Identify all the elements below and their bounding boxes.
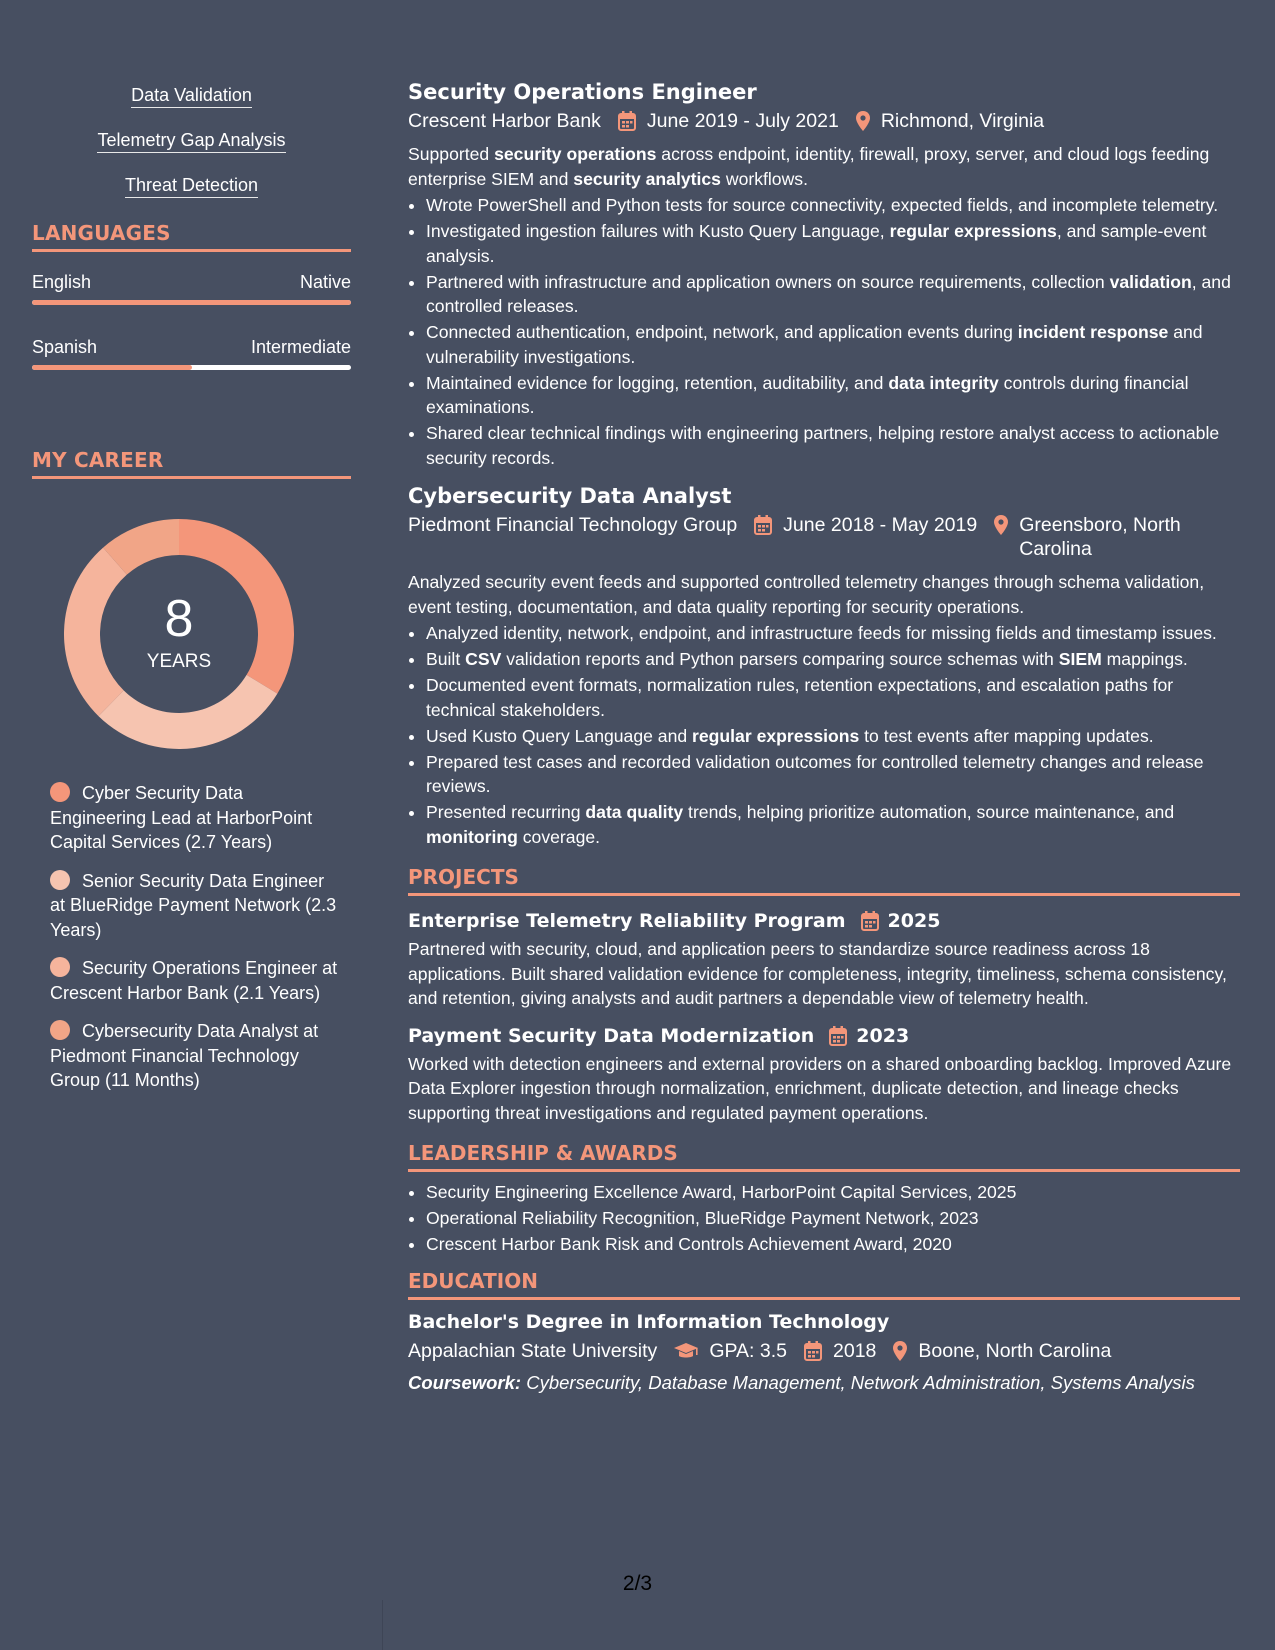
education-entry [408, 1308, 1240, 1395]
career-legend-item [50, 1019, 341, 1093]
calendar-icon [803, 1340, 823, 1362]
language-bar [32, 300, 351, 305]
career-legend-label: Cyber Security Data Engineering Lead at HarborPoint Capital Services (2.7 Years) [50, 783, 313, 852]
job-company-text: Crescent Harbor Bank [408, 110, 601, 132]
language-bar-fill [32, 300, 351, 305]
language-name: Spanish [32, 337, 98, 357]
coursework-label: Coursework: [408, 1371, 522, 1393]
career-legend-label: Cybersecurity Data Analyst at Piedmont Financial Technology Group (11 Months) [50, 1021, 319, 1090]
job-bullet: • Analyzed identity, network, endpoint, and infrastructure feeds for missing fields and timestamp issues. [426, 621, 1240, 646]
sidebar [32, 84, 351, 1107]
job-bullet: • Used Kusto Query Language and regular expressions to test events after mapping updates. [426, 724, 1240, 749]
job-company [408, 109, 601, 133]
map-pin-icon [993, 514, 1009, 536]
career-section [32, 448, 351, 1093]
project-entry [408, 908, 1240, 1011]
job-bullet: • Prepared test cases and recorded validation outcomes for controlled telemetry changes and release reviews. [426, 750, 1240, 799]
job-bullet: • Wrote PowerShell and Python tests for source connectivity, expected fields, and incomplete telemetry. [426, 193, 1240, 218]
job-summary: Analyzed security event feeds and supported controlled telemetry changes through schema validation, event testing, documentation, and data quality reporting for security operations. [408, 572, 1205, 617]
projects-heading: PROJECTS [408, 865, 1240, 896]
school-location [892, 1339, 1111, 1363]
column-divider [382, 1600, 383, 1650]
language-item [32, 270, 351, 305]
job-bullet: • Shared clear technical findings with engineering partners, helping restore analyst access to actionable security records. [426, 421, 1240, 470]
gpa-text: GPA: 3.5 [709, 1339, 787, 1362]
languages-heading: LANGUAGES [32, 221, 351, 252]
career-donut-chart [64, 519, 294, 749]
project-description: Partnered with security, cloud, and application peers to standardize source readiness across 18 applications. Built shared validation evidence for completeness, integrity, timeliness, schema consistency, and retention, giving analysts and audit partners a dependable view of telemetry health. [408, 939, 1227, 1008]
job-company-text: Piedmont Financial Technology Group [408, 514, 738, 536]
graduation-year [803, 1339, 876, 1363]
career-legend [32, 781, 351, 1093]
main-content [408, 78, 1240, 1395]
coursework [408, 1371, 1240, 1395]
map-pin-icon [892, 1340, 908, 1362]
project-title-row [408, 1023, 1240, 1049]
job-bullets [408, 621, 1240, 849]
calendar-icon [753, 514, 773, 536]
gpa [673, 1339, 787, 1363]
job-company [408, 513, 737, 537]
education-heading: EDUCATION [408, 1269, 1240, 1300]
job-summary: Supported security operations across endpoint, identity, firewall, proxy, server, and cloud logs feeding enterprise SIEM and security analytics workflows. [408, 144, 1210, 189]
school-location-text: Boone, North Carolina [918, 1339, 1112, 1362]
job-entry [408, 482, 1240, 849]
calendar-icon [617, 110, 637, 132]
calendar-icon [828, 1025, 848, 1047]
language-name: English [32, 272, 92, 292]
job-dates [617, 109, 839, 133]
legend-dot-icon [50, 1020, 70, 1040]
skill-tag: Telemetry Gap Analysis [97, 129, 285, 153]
career-heading: MY CAREER [32, 448, 351, 479]
coursework-list: Cybersecurity, Database Management, Network Administration, Systems Analysis [521, 1371, 1195, 1393]
award-item: • Security Engineering Excellence Award, HarborPoint Capital Services, 2025 [426, 1180, 1240, 1205]
degree-title: Bachelor's Degree in Information Technology [408, 1310, 890, 1333]
awards-heading: LEADERSHIP & AWARDS [408, 1141, 1240, 1172]
language-level: Native [299, 272, 351, 292]
job-bullet: • Built CSV validation reports and Python parsers comparing source schemas with SIEM mappings. [426, 647, 1240, 672]
job-bullet: • Maintained evidence for logging, retention, auditability, and data integrity controls during financial examinations. [426, 371, 1240, 420]
graduation-cap-icon [673, 1340, 699, 1362]
calendar-icon [860, 910, 880, 932]
project-title-row [408, 908, 1240, 934]
job-title: Security Operations Engineer [408, 80, 757, 104]
job-location [855, 109, 1044, 133]
job-bullet: • Presented recurring data quality trends, helping prioritize automation, source maintenance, and monitoring coverage. [426, 800, 1240, 849]
language-bar-fill [32, 365, 192, 370]
job-title: Cybersecurity Data Analyst [408, 484, 732, 508]
school-name [408, 1339, 657, 1363]
skill-tag: Threat Detection [125, 174, 258, 198]
career-legend-item [50, 869, 341, 943]
career-total-unit: YEARS [146, 651, 212, 672]
project-title: Payment Security Data Modernization [408, 1024, 815, 1047]
job-entry [408, 78, 1240, 470]
job-meta [408, 109, 1240, 133]
page-number: 2/3 [622, 1572, 653, 1595]
language-level: Intermediate [250, 337, 351, 357]
job-bullet: • Documented event formats, normalization rules, retention expectations, and escalation paths for technical stakeholders. [426, 673, 1240, 722]
graduation-year-text: 2018 [833, 1339, 877, 1362]
legend-dot-icon [50, 782, 70, 802]
job-dates [753, 513, 977, 537]
map-pin-icon [855, 110, 871, 132]
job-location-text: Greensboro, North Carolina [1019, 514, 1181, 560]
legend-dot-icon [50, 870, 70, 890]
job-location [993, 513, 1203, 561]
skill-tag: Data Validation [131, 84, 252, 108]
career-legend-label: Senior Security Data Engineer at BlueRidge Payment Network (2.3 Years) [50, 870, 337, 940]
school-name-text: Appalachian State University [408, 1339, 658, 1362]
career-legend-label: Security Operations Engineer at Crescent Harbor Bank (2.1 Years) [50, 958, 338, 1003]
project-description: Worked with detection engineers and external providers on a shared onboarding backlog. Improved Azure Data Explorer ingestion through normalization, enrichment, duplicate detection, and lineage checks supporting threat investigations and regulated payment operations. [408, 1053, 1232, 1123]
career-total-years: 8 [164, 590, 194, 648]
project-year: 2025 [887, 910, 941, 932]
job-bullets [408, 193, 1240, 470]
job-meta [408, 513, 1240, 561]
education-meta [408, 1339, 1240, 1363]
languages-section [32, 221, 351, 370]
award-item: • Operational Reliability Recognition, BlueRidge Payment Network, 2023 [426, 1206, 1240, 1231]
language-item [32, 335, 351, 370]
language-bar [32, 365, 351, 370]
job-bullet: • Investigated ingestion failures with Kusto Query Language, regular expressions, and sample-event analysis. [426, 219, 1240, 268]
skill-list [32, 84, 351, 219]
job-dates-text: June 2019 - July 2021 [646, 110, 839, 132]
project-entry [408, 1023, 1240, 1126]
career-legend-item [50, 956, 341, 1005]
career-legend-item [50, 781, 341, 855]
awards-list [408, 1180, 1240, 1257]
project-title: Enterprise Telemetry Reliability Program [408, 910, 846, 932]
job-bullet: • Connected authentication, endpoint, network, and application events during incident response and vulnerability investigations. [426, 320, 1240, 369]
job-location-text: Richmond, Virginia [880, 110, 1045, 132]
legend-dot-icon [50, 957, 70, 977]
award-item: • Crescent Harbor Bank Risk and Controls Achievement Award, 2020 [426, 1232, 1240, 1257]
project-year: 2023 [856, 1024, 910, 1047]
job-dates-text: June 2018 - May 2019 [783, 514, 978, 536]
job-bullet: • Partnered with infrastructure and application owners on source requirements, collection validation, and controlled releases. [426, 270, 1240, 319]
